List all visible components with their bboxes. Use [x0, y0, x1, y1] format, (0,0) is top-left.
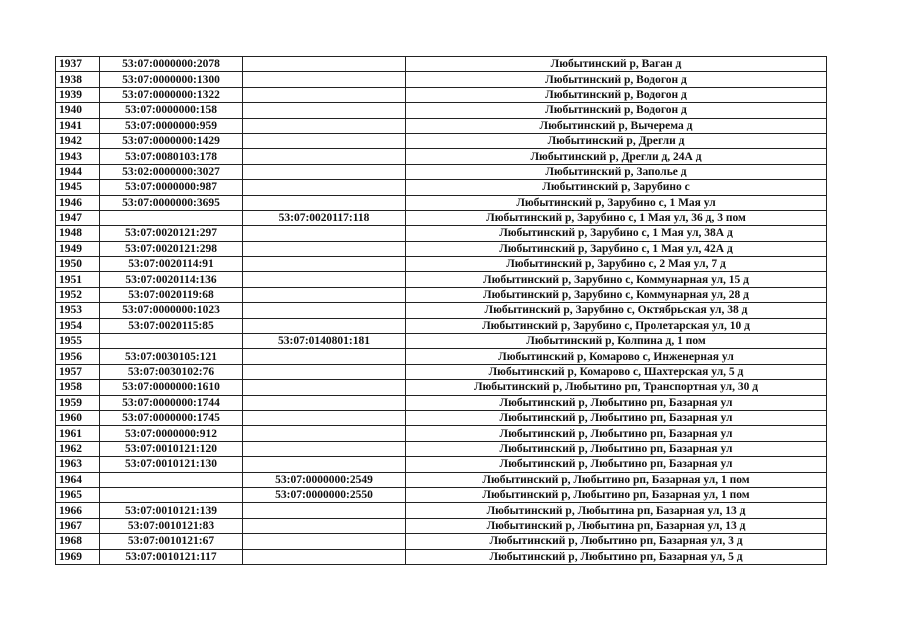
- cadastral-number-alt: [243, 164, 406, 179]
- address: Любытинский р, Ваган д: [406, 57, 827, 72]
- address: Любытинский р, Любытино рп, Транспортная ул, 30 д: [406, 380, 827, 395]
- address: Любытинский р, Зарубино с, 1 Мая ул, 42А д: [406, 241, 827, 256]
- cadastral-number: 53:07:0000000:2078: [100, 57, 243, 72]
- table-row: [56, 457, 827, 472]
- cadastral-number-alt: [243, 549, 406, 564]
- address: Любытинский р, Любытино рп, Базарная ул, 3 д: [406, 534, 827, 549]
- address: Любытинский р, Зарубино с, Пролетарская ул, 10 д: [406, 318, 827, 333]
- address: Любытинский р, Дрегли д: [406, 133, 827, 148]
- row-number: 1941: [56, 118, 100, 133]
- row-number: 1955: [56, 334, 100, 349]
- table-row: [56, 364, 827, 379]
- table-row: [56, 118, 827, 133]
- row-number: 1943: [56, 149, 100, 164]
- table-row: [56, 303, 827, 318]
- row-number: 1962: [56, 441, 100, 456]
- cadastral-number: 53:07:0000000:959: [100, 118, 243, 133]
- row-number: 1951: [56, 272, 100, 287]
- address: Любытинский р, Зарубино с, Октябрьская ул, 38 д: [406, 303, 827, 318]
- table-row: [56, 410, 827, 425]
- table-row: [56, 133, 827, 148]
- cadastral-number-alt: [243, 457, 406, 472]
- row-number: 1942: [56, 133, 100, 148]
- address: Любытинский р, Любытино рп, Базарная ул: [406, 441, 827, 456]
- table-row: [56, 395, 827, 410]
- address: Любытинский р, Любытино рп, Базарная ул: [406, 457, 827, 472]
- cadastral-number: 53:07:0000000:1322: [100, 87, 243, 102]
- row-number: 1964: [56, 472, 100, 487]
- row-number: 1945: [56, 180, 100, 195]
- table-row: [56, 164, 827, 179]
- cadastral-number-alt: [243, 318, 406, 333]
- row-number: 1969: [56, 549, 100, 564]
- row-number: 1946: [56, 195, 100, 210]
- table-row: [56, 549, 827, 564]
- table-row: [56, 210, 827, 225]
- table-row: [56, 72, 827, 87]
- cadastral-number-alt: [243, 87, 406, 102]
- row-number: 1961: [56, 426, 100, 441]
- cadastral-number: 53:07:0010121:139: [100, 503, 243, 518]
- cadastral-number: [100, 472, 243, 487]
- table-row: [56, 287, 827, 302]
- address: Любытинский р, Зарубино с, 1 Мая ул, 36 д, 3 пом: [406, 210, 827, 225]
- table-row: [56, 87, 827, 102]
- table-row: [56, 180, 827, 195]
- cadastral-number: 53:07:0030105:121: [100, 349, 243, 364]
- table-row: [56, 534, 827, 549]
- address: Любытинский р, Любытина рп, Базарная ул, 13 д: [406, 518, 827, 533]
- row-number: 1953: [56, 303, 100, 318]
- cadastral-number-alt: [243, 241, 406, 256]
- cadastral-number-alt: [243, 441, 406, 456]
- row-number: 1947: [56, 210, 100, 225]
- address: Любытинский р, Комарово с, Инженерная ул: [406, 349, 827, 364]
- cadastral-number: 53:07:0020114:91: [100, 257, 243, 272]
- address: Любытинский р, Водогон д: [406, 103, 827, 118]
- cadastral-number: 53:07:0020119:68: [100, 287, 243, 302]
- cadastral-number: 53:07:0000000:3695: [100, 195, 243, 210]
- cadastral-number-alt: [243, 272, 406, 287]
- cadastral-number-alt: [243, 195, 406, 210]
- row-number: 1944: [56, 164, 100, 179]
- cadastral-number: 53:07:0000000:1300: [100, 72, 243, 87]
- row-number: 1954: [56, 318, 100, 333]
- address: Любытинский р, Любытино рп, Базарная ул: [406, 410, 827, 425]
- cadastral-number: [100, 210, 243, 225]
- row-number: 1968: [56, 534, 100, 549]
- address: Любытинский р, Зарубино с: [406, 180, 827, 195]
- cadastral-number: 53:07:0010121:67: [100, 534, 243, 549]
- cadastral-number: 53:07:0000000:1429: [100, 133, 243, 148]
- table-row: [56, 380, 827, 395]
- cadastral-number: 53:07:0000000:1745: [100, 410, 243, 425]
- table-row: [56, 318, 827, 333]
- cadastral-number: 53:02:0000000:3027: [100, 164, 243, 179]
- address: Любытинский р, Зарубино с, 1 Мая ул, 38А д: [406, 226, 827, 241]
- table-row: [56, 472, 827, 487]
- cadastral-number: 53:07:0000000:1023: [100, 303, 243, 318]
- address: Любытинский р, Комарово с, Шахтерская ул, 5 д: [406, 364, 827, 379]
- cadastral-number-alt: [243, 410, 406, 425]
- table-row: [56, 195, 827, 210]
- table-row: [56, 149, 827, 164]
- cadastral-number: 53:07:0000000:987: [100, 180, 243, 195]
- cadastral-number-alt: [243, 534, 406, 549]
- cadastral-number-alt: [243, 518, 406, 533]
- address: Любытинский р, Любытино рп, Базарная ул, 5 д: [406, 549, 827, 564]
- table-row: [56, 272, 827, 287]
- cadastral-number: 53:07:0000000:158: [100, 103, 243, 118]
- cadastral-number-alt: [243, 380, 406, 395]
- table-row: [56, 349, 827, 364]
- cadastral-number-alt: [243, 226, 406, 241]
- address: Любытинский р, Зарубино с, 1 Мая ул: [406, 195, 827, 210]
- cadastral-number: 53:07:0000000:912: [100, 426, 243, 441]
- cadastral-number: [100, 487, 243, 502]
- cadastral-number: 53:07:0020114:136: [100, 272, 243, 287]
- table-row: [56, 518, 827, 533]
- cadastral-number-alt: [243, 133, 406, 148]
- row-number: 1965: [56, 487, 100, 502]
- table-row: [56, 334, 827, 349]
- table-row: [56, 487, 827, 502]
- row-number: 1949: [56, 241, 100, 256]
- cadastral-number-alt: [243, 103, 406, 118]
- row-number: 1963: [56, 457, 100, 472]
- address: Любытинский р, Зарубино с, Коммунарная ул, 28 д: [406, 287, 827, 302]
- cadastral-number-alt: [243, 149, 406, 164]
- table-row: [56, 226, 827, 241]
- address: Любытинский р, Любытино рп, Базарная ул: [406, 426, 827, 441]
- cadastral-number-alt: [243, 118, 406, 133]
- address: Любытинский р, Любытино рп, Базарная ул, 1 пом: [406, 472, 827, 487]
- row-number: 1952: [56, 287, 100, 302]
- address: Любытинский р, Заполье д: [406, 164, 827, 179]
- registry-table-body: [56, 57, 827, 565]
- cadastral-number: 53:07:0010121:83: [100, 518, 243, 533]
- cadastral-number-alt: [243, 349, 406, 364]
- cadastral-number-alt: [243, 364, 406, 379]
- row-number: 1956: [56, 349, 100, 364]
- row-number: 1939: [56, 87, 100, 102]
- table-row: [56, 103, 827, 118]
- cadastral-number: 53:07:0080103:178: [100, 149, 243, 164]
- cadastral-number-alt: [243, 426, 406, 441]
- address: Любытинский р, Вычерема д: [406, 118, 827, 133]
- row-number: 1937: [56, 57, 100, 72]
- row-number: 1938: [56, 72, 100, 87]
- table-row: [56, 426, 827, 441]
- cadastral-number-alt: [243, 57, 406, 72]
- cadastral-number: 53:07:0030102:76: [100, 364, 243, 379]
- table-row: [56, 241, 827, 256]
- registry-table: [55, 56, 827, 565]
- address: Любытинский р, Колпина д, 1 пом: [406, 334, 827, 349]
- cadastral-number: 53:07:0010121:117: [100, 549, 243, 564]
- address: Любытинский р, Любытино рп, Базарная ул: [406, 395, 827, 410]
- row-number: 1959: [56, 395, 100, 410]
- cadastral-number: 53:07:0020121:298: [100, 241, 243, 256]
- row-number: 1960: [56, 410, 100, 425]
- cadastral-number-alt: [243, 395, 406, 410]
- row-number: 1940: [56, 103, 100, 118]
- row-number: 1967: [56, 518, 100, 533]
- row-number: 1948: [56, 226, 100, 241]
- cadastral-number: [100, 334, 243, 349]
- cadastral-number: 53:07:0020121:297: [100, 226, 243, 241]
- row-number: 1950: [56, 257, 100, 272]
- cadastral-number-alt: [243, 287, 406, 302]
- cadastral-number: 53:07:0000000:1744: [100, 395, 243, 410]
- row-number: 1957: [56, 364, 100, 379]
- address: Любытинский р, Любытино рп, Базарная ул, 1 пом: [406, 487, 827, 502]
- table-row: [56, 503, 827, 518]
- table-row: [56, 57, 827, 72]
- cadastral-number: 53:07:0010121:120: [100, 441, 243, 456]
- cadastral-number: 53:07:0000000:1610: [100, 380, 243, 395]
- cadastral-number: 53:07:0010121:130: [100, 457, 243, 472]
- cadastral-number-alt: 53:07:0000000:2549: [243, 472, 406, 487]
- address: Любытинский р, Водогон д: [406, 72, 827, 87]
- address: Любытинский р, Любытина рп, Базарная ул, 13 д: [406, 503, 827, 518]
- address: Любытинский р, Зарубино с, 2 Мая ул, 7 д: [406, 257, 827, 272]
- cadastral-number-alt: 53:07:0140801:181: [243, 334, 406, 349]
- address: Любытинский р, Водогон д: [406, 87, 827, 102]
- cadastral-number: 53:07:0020115:85: [100, 318, 243, 333]
- address: Любытинский р, Дрегли д, 24А д: [406, 149, 827, 164]
- cadastral-number-alt: [243, 503, 406, 518]
- table-row: [56, 441, 827, 456]
- cadastral-number-alt: [243, 303, 406, 318]
- cadastral-number-alt: [243, 180, 406, 195]
- row-number: 1966: [56, 503, 100, 518]
- table-row: [56, 257, 827, 272]
- cadastral-number-alt: 53:07:0000000:2550: [243, 487, 406, 502]
- cadastral-number-alt: [243, 257, 406, 272]
- cadastral-number-alt: [243, 72, 406, 87]
- row-number: 1958: [56, 380, 100, 395]
- address: Любытинский р, Зарубино с, Коммунарная ул, 15 д: [406, 272, 827, 287]
- cadastral-number-alt: 53:07:0020117:118: [243, 210, 406, 225]
